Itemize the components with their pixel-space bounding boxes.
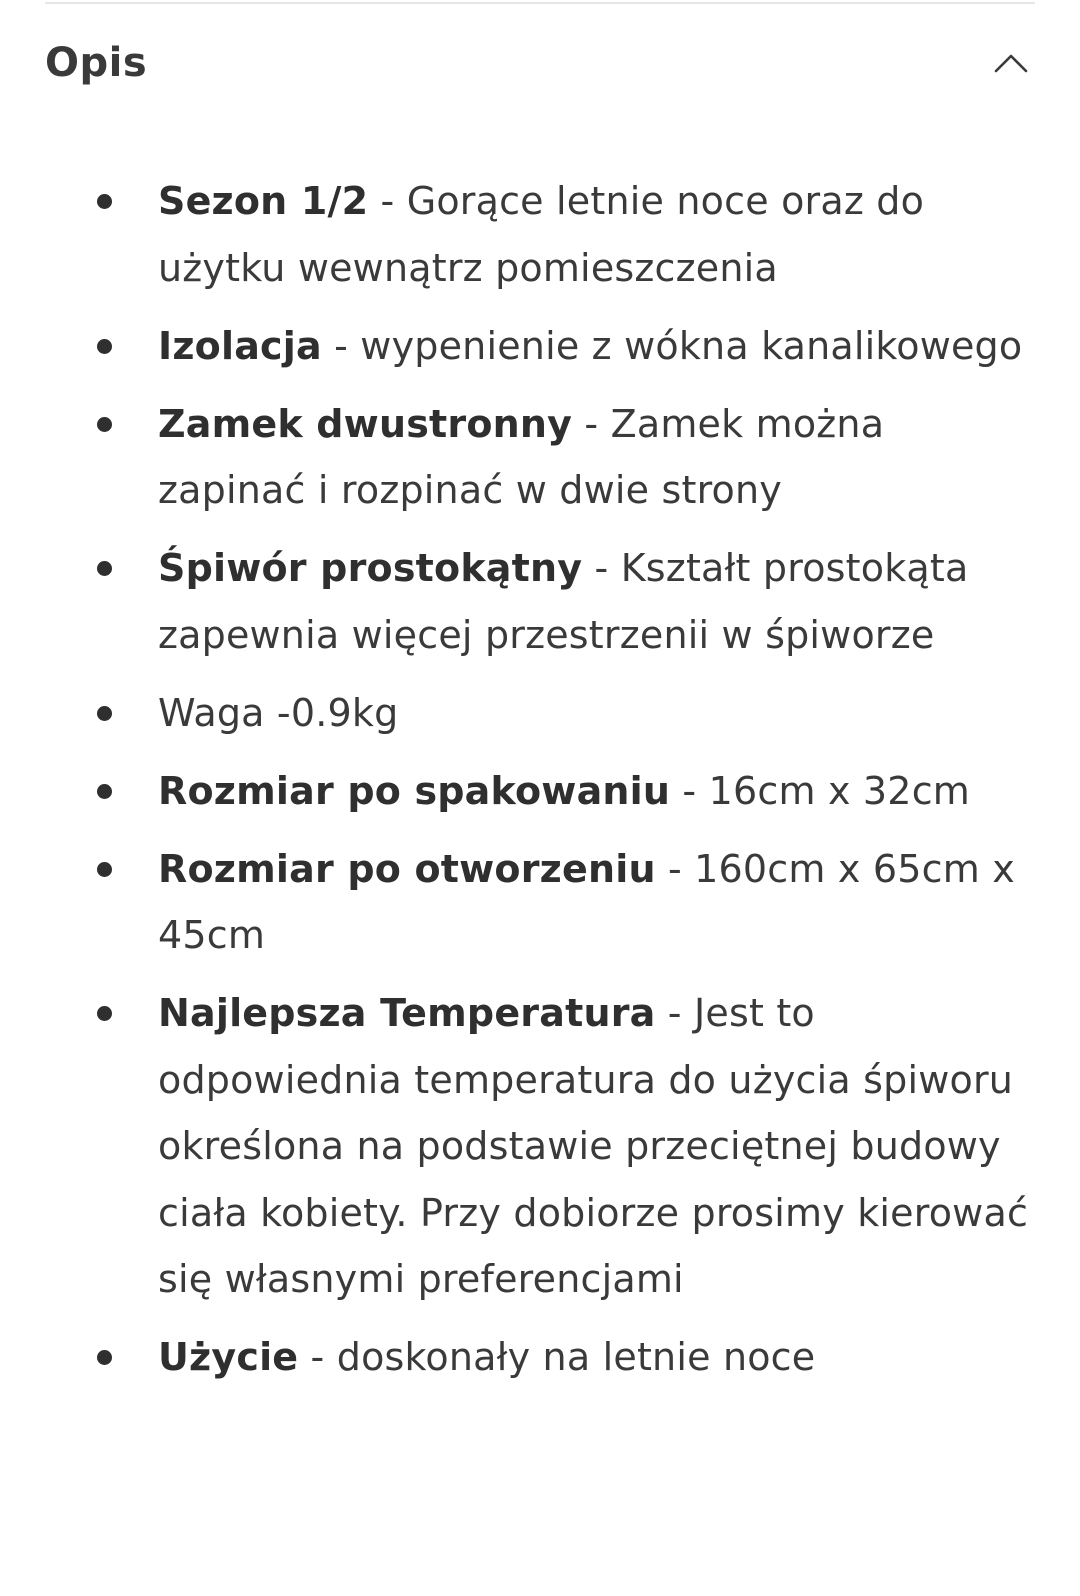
bullet-icon	[97, 1006, 112, 1021]
spec-label: Zamek dwustronny	[158, 401, 573, 446]
spec-label: Śpiwór prostokątny	[158, 546, 583, 590]
spec-label: Rozmiar po otworzeniu	[158, 846, 656, 891]
spec-item-shape	[158, 535, 1040, 668]
spec-label: Użycie	[158, 1335, 299, 1379]
description-accordion-header[interactable]	[45, 28, 1035, 98]
spec-text: Waga -0.9kg	[158, 690, 399, 735]
spec-item-season	[158, 168, 1040, 301]
bullet-icon	[97, 339, 112, 354]
bullet-icon	[97, 194, 112, 209]
spec-text: - wypenienie z wókna kanalikowego	[321, 323, 1023, 368]
bullet-icon	[97, 561, 112, 576]
spec-label: Rozmiar po spakowaniu	[158, 768, 671, 813]
bullet-icon	[97, 417, 112, 432]
spec-list	[0, 168, 1080, 1391]
spec-label: Izolacja	[158, 323, 322, 368]
spec-item-temperature	[158, 980, 1040, 1313]
spec-item-packed-size	[158, 758, 1040, 825]
bullet-icon	[97, 784, 112, 799]
spec-text: - Kształt prostokąta zapewnia więcej przestrzenii w śpiworze	[158, 546, 969, 657]
description-content	[0, 168, 1080, 1402]
bullet-icon	[97, 1350, 112, 1365]
spec-text: - doskonały na letnie noce	[298, 1335, 816, 1379]
top-divider	[45, 2, 1035, 4]
spec-label: Sezon 1/2	[158, 179, 369, 223]
spec-item-weight	[158, 680, 1040, 747]
spec-item-zipper	[158, 391, 1040, 524]
spec-text: - 160cm x 65cm x 45cm	[158, 846, 1015, 957]
spec-item-usage	[158, 1324, 1040, 1391]
spec-label: Najlepsza Temperatura	[158, 991, 656, 1035]
section-title: Opis	[45, 40, 148, 86]
chevron-up-icon[interactable]	[989, 41, 1033, 85]
spec-item-open-size	[158, 836, 1040, 969]
bullet-icon	[97, 862, 112, 877]
spec-text: - Gorące letnie noce oraz do użytku wewnątrz pomieszczenia	[158, 179, 925, 290]
spec-text: - 16cm x 32cm	[670, 768, 970, 813]
spec-text: - Zamek można zapinać i rozpinać w dwie strony	[158, 401, 885, 512]
spec-item-insulation	[158, 313, 1040, 380]
bullet-icon	[97, 706, 112, 721]
spec-text: - Jest to odpowiednia temperatura do użycia śpiworu określona na podstawie przeciętnej budowy ciała kobiety. Przy dobiorze prosimy kierować się własnymi preferencjami	[158, 991, 1029, 1301]
